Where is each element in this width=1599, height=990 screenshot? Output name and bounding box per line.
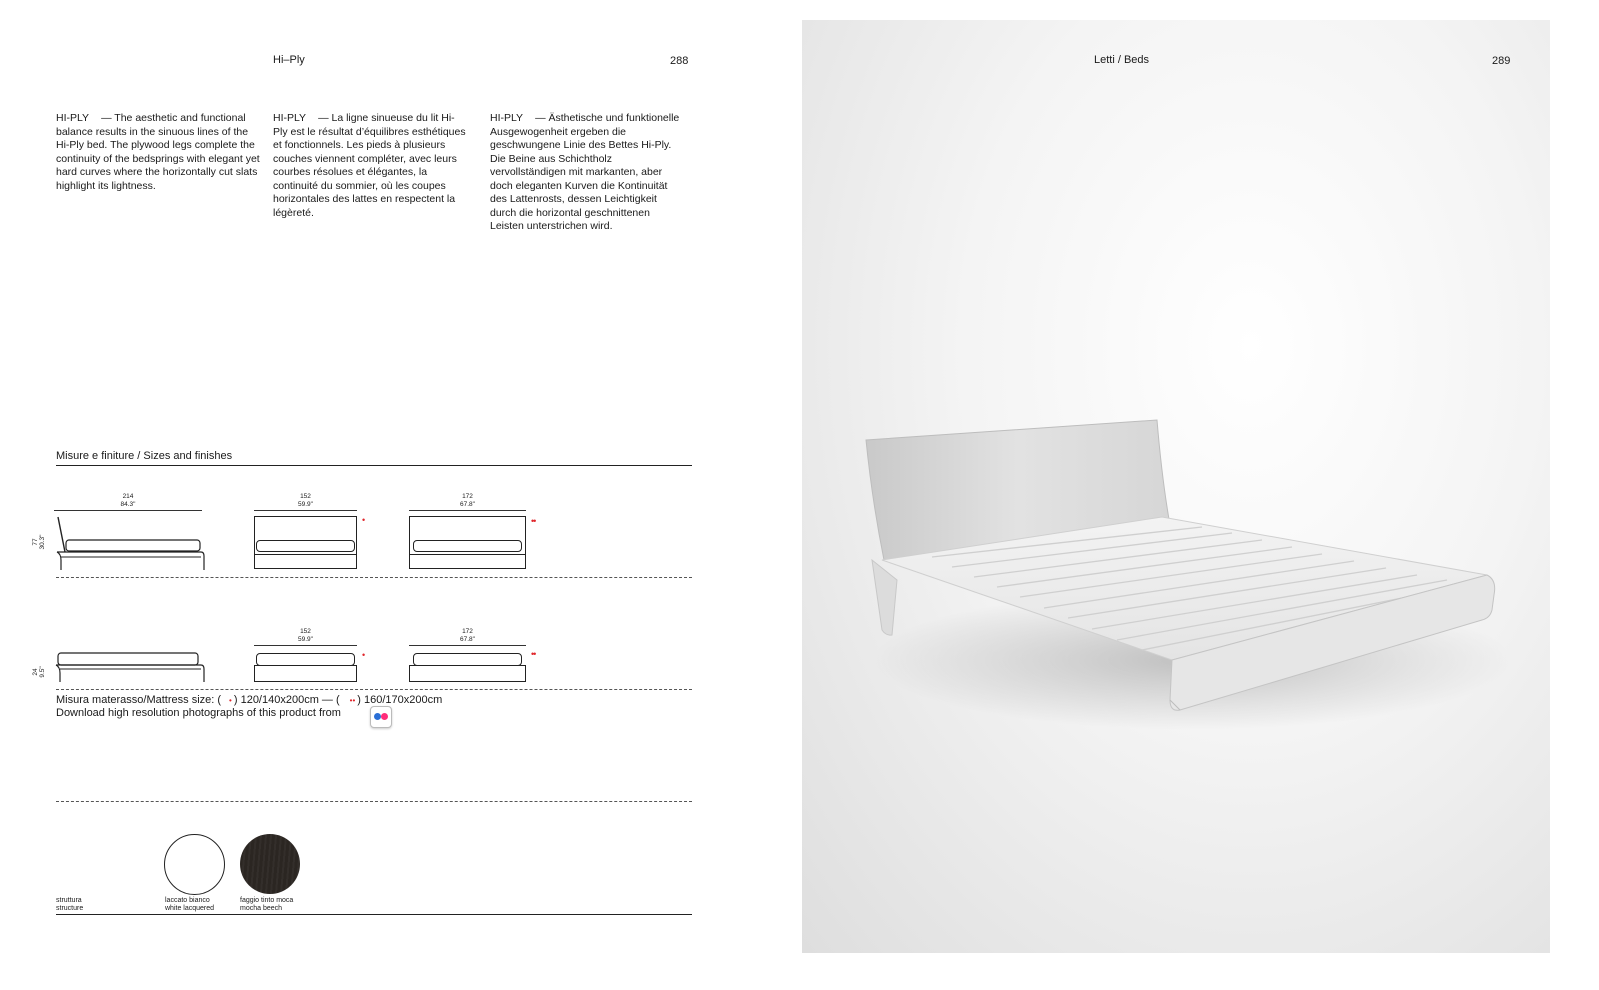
section-title: Letti / Beds [1094,54,1150,66]
finish-label-white: laccato bianco white lacquered [165,897,215,912]
dimension-line [254,510,357,511]
size-marker-single: • [362,515,365,525]
mattress [413,653,522,666]
dimension-line [254,645,357,646]
dimension-label: 152 59.9" [298,628,313,643]
description-text: — La ligne sinueuse du lit Hi-Ply est le résultat d’équilibres esthétiques et fonctionnels. Les pieds à plusieurs couches viennent compléter, avec leurs courbes résolues et élégantes, la continuité du sommier, où les coupes horizontales des lattes en respectent la légèreté. [273,112,466,219]
divider [56,914,692,915]
bed-side-drawing [52,512,208,574]
mattress [256,540,355,552]
swatch-mocha-beech [240,834,300,894]
description-text: — The aesthetic and functional balance results in the sinuous lines of the Hi-Ply bed. The plywood legs complete the continuity of the bedsprings with elegant yet hard curves where the horizontally cut slats highlight its lightness. [56,112,260,192]
dimension-label: 24 9.5" [32,666,46,678]
description-french [273,112,468,220]
size-marker-double: •• [349,696,356,705]
description-english [56,112,261,193]
page-number: 288 [670,55,689,67]
divider [56,577,692,578]
dimension-line [409,645,526,646]
product-name: HI-PLY [490,112,524,124]
finish-label-structure: struttura structure [56,897,84,912]
page-number: 289 [1492,55,1511,67]
product-name: HI-PLY [273,112,307,124]
dimension-label: 172 67.8" [460,628,475,643]
page-title: Hi–Ply [273,54,305,66]
dimension-line [54,510,202,511]
size-marker-double: •• [531,649,536,659]
size-marker-double: •• [531,516,536,526]
bed-front-drawing-double [409,665,526,682]
bed-frame-line [254,554,357,555]
download-text: Download high resolution photographs of this product from [56,707,341,719]
divider [56,689,692,690]
mattress-size-note: Misura materasso/Mattress size: ( • ) 120/140x200cm — ( •• ) 160/170x200cm [56,694,443,706]
bed-frame-line [409,554,526,555]
dimension-label: 172 67.8" [460,493,475,508]
size-marker-single: • [229,696,232,705]
flickr-icon[interactable] [370,706,392,728]
dimension-label: 152 59.9" [298,493,313,508]
bed-illustration [802,20,1550,953]
size-marker-single: • [362,650,365,660]
swatch-white-lacquered [164,834,225,895]
description-text: — Ästhetische und funktionelle Ausgewogenheit ergeben die geschwungene Linie des Bettes Hi-Ply. Die Beine aus Schichtholz vervollständigen mit markanten, aber doch eleganten Kurven die Kontinuität des Lattenrosts, dessen Leichtigkeit durch die horizontal geschnittenen Leisten unterstrichen wird. [490,112,680,232]
description-german [490,112,686,234]
bed-front-drawing-single [254,665,357,682]
product-name: HI-PLY [56,112,90,124]
dimension-label: 214 84.3" [120,493,136,508]
sizes-title: Misure e finiture / Sizes and finishes [56,450,233,462]
mattress [256,653,355,666]
bed-side-drawing-no-headboard [52,648,208,684]
mattress [413,540,522,552]
product-photo [802,20,1550,953]
finish-label-mocha: faggio tinto moca mocha beech [240,897,294,912]
dimension-line [409,510,526,511]
dimension-label: 77 30.3" [32,534,46,550]
divider [56,801,692,802]
divider [56,465,692,466]
